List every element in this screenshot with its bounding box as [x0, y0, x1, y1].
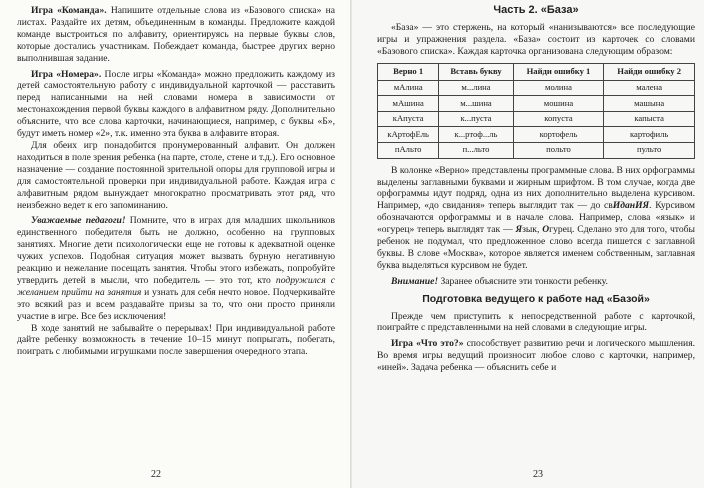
table-cell: мАшина	[378, 96, 439, 112]
table-cell: кАртофЕль	[378, 127, 439, 143]
right-page	[352, 0, 704, 488]
paragraph-text: В колонке «Верно» представлены программные слова. В них орфограммы выделены заглавными буквами и жирным шрифтом. В том случае, когда две орфограммы идут подряд, одна из них дополнительно выделена курсивом. Например, «до свидания» теперь выглядит так — до св	[377, 164, 695, 212]
paragraph-text: Помните, что в играх для младших школьников единственного победителя быть не должно, особенно на групповых занятиях. Многие дети психологически еще не готовы к адекватной оценке чужих успехов. Подобная ситуация может вызвать бурную негативную реакцию и нежелание посещать занятия. Чтобы этого избежать, попробуйте утвердить детей в мысли, что победитель — это тот, кто	[17, 215, 335, 286]
paragraph-text: гурец. Сделано это для того, чтобы ребенок не подумал, что предложенное слово всегда пишется с заглавной буквы. В слове «Москва», которое является именем собственным, заглавная буква выделяться курсивом не будет.	[377, 224, 695, 271]
paragraph-text: . Курсивом обозначаются орфограммы и в начале слова. Например, слова «язык» и «огурец» теперь выглядят так —	[377, 200, 695, 236]
paragraph-text: и узнать для себя нечто новое. Подчеркивайте это всякий раз и всем раздавайте призы за то, что они просто приняли участие в игре. Все без исключения!	[17, 286, 335, 322]
table-cell: мАлина	[378, 80, 439, 96]
table-row	[378, 143, 695, 159]
paragraph-column-correct	[377, 165, 695, 272]
note-title-teachers: Уважаемые педагоги!	[31, 215, 126, 227]
table-cell: капыста	[604, 111, 695, 127]
italic-phrase: подружился с желанием прийти на занятия	[17, 274, 335, 298]
paragraph-team-game	[17, 5, 335, 65]
table-header-cell: Найди ошибку 2	[604, 63, 695, 80]
table-cell: п...льто	[439, 143, 513, 159]
paragraph-text: Заранее объясните эти тонкости ребенку.	[438, 275, 608, 287]
paragraph-attention	[377, 276, 695, 288]
paragraph-text: После игры «Команда» можно предложить каждому из детей самостоятельную работу с индивидуальной карточкой — расставить перед написанными на ней словами номера в зависимости от местонахождения первой буквы каждого в алфавитном ряду. Дополнительно объясните, что все слова карточки, начинающиеся, например, с буквы «Б», будут иметь номер «2», т.к. именно эта буква в алфавите вторая.	[17, 68, 335, 140]
emphasis-orthogram: О	[542, 224, 550, 236]
table-cell: к...пуста	[439, 111, 513, 127]
table-cell: польто	[513, 143, 604, 159]
table-cell: картофиль	[604, 127, 695, 143]
right-text-column	[377, 5, 695, 374]
attention-label: Внимание!	[391, 275, 439, 287]
left-text-column	[17, 5, 335, 358]
table-cell: мошина	[513, 96, 604, 112]
paragraph-preparation: Прежде чем приступить к непосредственной работе с карточкой, поиграйте с представленными на ней словами в следующие игры.	[377, 310, 695, 334]
paragraph-teachers-note	[17, 215, 335, 322]
table-cell: м...шина	[439, 96, 513, 112]
table-cell: м...лина	[439, 80, 513, 96]
paragraph-text: Напишите отдельные слова из «Базового списка» на листах. Раздайте их детям, объединенным в команды. Предложите каждой команде выстроиться по алфавиту, ориентируясь на первые буквы слов, которые достались участникам. Побеждает команда, быстрее других верно выполнившая задание.	[17, 5, 335, 64]
table-header-row	[378, 63, 695, 80]
table-row	[378, 80, 695, 96]
game-title-team: Игра «Команда».	[31, 5, 107, 16]
emphasis-orthogram: Я	[515, 224, 523, 236]
table-cell: к...ртоф...ль	[439, 127, 513, 143]
table-cell: молина	[513, 80, 604, 96]
subsection-title: Подготовка ведущего к работе над «Базой»	[422, 292, 650, 305]
table-cell: копуста	[513, 111, 604, 127]
paragraph-breaks: В ходе занятий не забывайте о перерывах! При индивидуальной работе дайте ребенку возможность в течение 10–15 минут попрыгать, побегать, поиграть с любимыми игрушками после завершения очередного этапа.	[17, 322, 335, 358]
table-cell: пАльто	[378, 143, 439, 159]
table-header-cell: Верно 1	[378, 63, 439, 80]
table-cell: пульто	[604, 143, 695, 159]
page-number-left: 22	[151, 469, 161, 480]
table-cell: кортофель	[513, 127, 604, 143]
game-title-what-is-it: Игра «Что это?»	[391, 338, 464, 350]
table-row	[378, 96, 695, 112]
paragraph-numbers-game	[17, 69, 335, 140]
table-cell: машына	[604, 96, 695, 112]
table-header-cell: Вставь букву	[439, 63, 513, 80]
table-cell: малена	[604, 80, 695, 96]
table-header-cell: Найди ошибку 1	[513, 63, 604, 80]
page-number-right: 23	[533, 469, 543, 480]
paragraph-text: зык,	[522, 224, 543, 236]
paragraph-text: способствует развитию речи и логического мышления. Во время игры ведущий произносит любое слово с карточки, например, «иней». Задача ребенка — объяснить себе и	[377, 338, 695, 374]
section-title: Часть 2. «База»	[493, 4, 579, 16]
game-title-numbers: Игра «Номера».	[31, 68, 102, 80]
card-table	[377, 63, 695, 159]
table-cell: кАпуста	[378, 111, 439, 127]
table-row	[378, 127, 695, 143]
paragraph-alphabet: Для обеих игр понадобится пронумерованный алфавит. Он должен находиться в поле зрения ребенка (на парте, столе, стене и т.д.). Его основное назначение — создание постоянной зрительной опоры для групповой игры и для самостоятельной проверки при индивидуальной работе. Каждая игра с алфавитным рядом вынуждает многократно просматривать этот ряд, что неизбежно ведет к его запоминанию.	[17, 139, 335, 211]
table-row	[378, 111, 695, 127]
paragraph-what-is-it-game	[377, 338, 695, 374]
paragraph-intro: «База» — это стержень, на который «нанизываются» все последующие игры и упражнения раздела. «База» состоит из карточек со словами «Базового списка». Каждая карточка организована следующим образом:	[377, 21, 695, 57]
emphasis-orthogram: ИданИЯ	[612, 200, 650, 212]
